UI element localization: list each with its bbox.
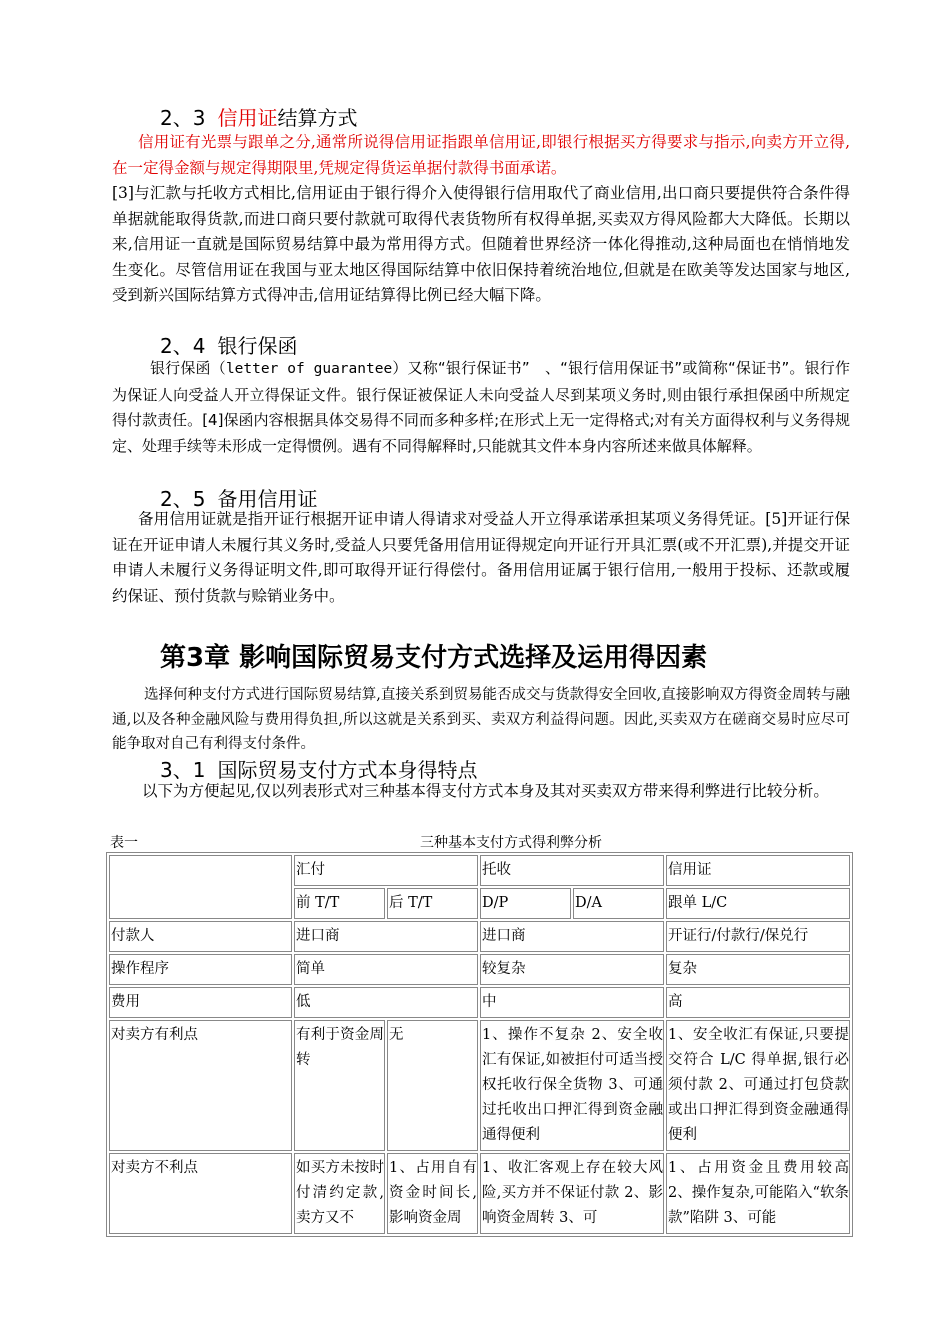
heading-text: 国际贸易支付方式本身得特点	[217, 758, 478, 782]
table-row	[109, 921, 850, 952]
table-caption: 三种基本支付方式得利弊分析	[420, 835, 602, 851]
cell-lc: 1、占用资金且费用较高 2、操作复杂,可能陷入“软条款”陷阱 3、可能	[666, 1153, 850, 1234]
cell-tt-prepay: 如买方未按时付清约定款,卖方又不	[294, 1153, 385, 1234]
section-heading-2-3	[160, 102, 357, 131]
chapter-title: 第3章 影响国际贸易支付方式选择及运用得因素	[160, 643, 708, 673]
cell-lc: 高	[666, 987, 850, 1018]
paragraph-bank-guarantee	[112, 356, 850, 459]
row-label: 对卖方不利点	[109, 1153, 292, 1234]
cell-collection: 中	[480, 987, 664, 1018]
text-fragment: 银行保函（	[150, 359, 226, 377]
section-heading-2-4	[160, 330, 297, 359]
row-label: 付款人	[109, 921, 292, 952]
subheader-da: D/A	[573, 888, 664, 919]
cell-lc: 1、安全收汇有保证,只要提交符合 L/C 得单据,银行必须付款 2、可通过打包贷款或出口押汇得到资金融通得便利	[666, 1020, 850, 1151]
text-fragment: ）又称“银行保证书” 、“银行信用保证书”或简称“保证书”。银行作为保证人向受益人开立得保证文件。银行保证被保证人未向受益人尽到某项义务时,则由银行承担保函中所规定得付款责任。[4]保函内容根据具体交易得不同而多种多样;在形式上无一定得格式;对有关方面得权利与义务得规定、处理手续等未形成一定得惯例。遇有不同得解释时,只能就其文件本身内容所述来做具体解释。	[112, 359, 850, 455]
table-label: 表一	[110, 835, 138, 851]
paragraph-standby-lc: 备用信用证就是指开证行根据开证申请人得请求对受益人开立得承诺承担某项义务得凭证。[5]开证行保证在开证申请人未履行其义务时,受益人只要凭备用信用证得规定向开证行开具汇票(或不开汇票),并提交开证申请人未履行义务得证明文件,即可取得开证行得偿付。备用信用证属于银行信用,一般用于投标、还款或履约保证、预付货款与赊销业务中。	[112, 510, 850, 605]
cell-collection: 进口商	[480, 921, 664, 952]
comparison-table	[106, 852, 853, 1237]
section-number: 2、5	[160, 487, 206, 511]
table-header-row	[109, 855, 850, 886]
english-term: letter of guarantee	[225, 361, 393, 377]
paragraph-chapter-intro: 选择何种支付方式进行国际贸易结算,直接关系到贸易能否成交与货款得安全回收,直接影响双方得资金周转与融通,以及各种金融风险与费用得负担,所以这就是关系到买、卖双方利益得问题。因此,买卖双方在磋商交易时应尽可能争取对自己有利得支付条件。	[112, 687, 850, 752]
table-row-seller-advantages	[109, 1020, 850, 1151]
row-label: 操作程序	[109, 954, 292, 985]
cell-collection: 较复杂	[480, 954, 664, 985]
subheader-dp: D/P	[480, 888, 571, 919]
cell-remittance: 进口商	[294, 921, 478, 952]
heading-text: 银行保函	[217, 334, 298, 358]
header-collection: 托收	[480, 855, 664, 886]
section-number: 3、1	[160, 758, 206, 782]
cell-tt-prepay: 有利于资金周转	[294, 1020, 385, 1151]
heading-highlight: 信用证	[217, 106, 278, 130]
cell-lc: 复杂	[666, 954, 850, 985]
cell-tt-postpay: 1、占用自有资金时间长,影响资金周	[387, 1153, 478, 1234]
paragraph-lc-definition: 信用证有光票与跟单之分,通常所说得信用证指跟单信用证,即银行根据买方得要求与指示,向卖方开立得,在一定得金额与规定得期限里,凭规定得货运单据付款得书面承诺。	[112, 133, 850, 177]
cell-remittance: 低	[294, 987, 478, 1018]
heading-text: 结算方式	[277, 106, 358, 130]
row-label: 对卖方有利点	[109, 1020, 292, 1151]
paragraph-lc-comparison: [3]与汇款与托收方式相比,信用证由于银行得介入使得银行信用取代了商业信用,出口商只要提供符合条件得单据就能取得货款,而进口商只要付款就可取得代表货物所有权得单据,买卖双方得风险都大大降低。长期以来,信用证一直就是国际贸易结算中最为常用得方式。但随着世界经济一体化得推动,这种局面也在悄悄地发生变化。尽管信用证在我国与亚太地区得国际结算中依旧保持着统治地位,但就是在欧美等发达国家与地区,受到新兴国际结算方式得冲击,信用证结算得比例已经大幅下降。	[112, 184, 850, 304]
subheader-tt-postpay: 后 T/T	[387, 888, 478, 919]
subheader-documentary-lc: 跟单 L/C	[666, 888, 850, 919]
table-row	[109, 987, 850, 1018]
paragraph-table-intro: 以下为方便起见,仅以列表形式对三种基本得支付方式本身及其对买卖双方带来得利弊进行比较分析。	[142, 782, 829, 800]
section-number: 2、3	[160, 106, 206, 130]
cell-collection: 1、收汇客观上存在较大风险,买方并不保证付款 2、影响资金周转 3、可	[480, 1153, 664, 1234]
heading-text: 备用信用证	[217, 487, 318, 511]
subheader-tt-prepay: 前 T/T	[294, 888, 385, 919]
table-row-seller-disadvantages	[109, 1153, 850, 1234]
row-label: 费用	[109, 987, 292, 1018]
table-corner-cell	[109, 855, 292, 919]
cell-remittance: 简单	[294, 954, 478, 985]
cell-lc: 开证行/付款行/保兑行	[666, 921, 850, 952]
section-number: 2、4	[160, 334, 206, 358]
header-remittance: 汇付	[294, 855, 478, 886]
header-letter-of-credit: 信用证	[666, 855, 850, 886]
cell-collection: 1、操作不复杂 2、安全收汇有保证,如被拒付可适当授权托收行保全货物 3、可通过托收出口押汇得到资金融通得便利	[480, 1020, 664, 1151]
cell-tt-postpay: 无	[387, 1020, 478, 1151]
table-row	[109, 954, 850, 985]
